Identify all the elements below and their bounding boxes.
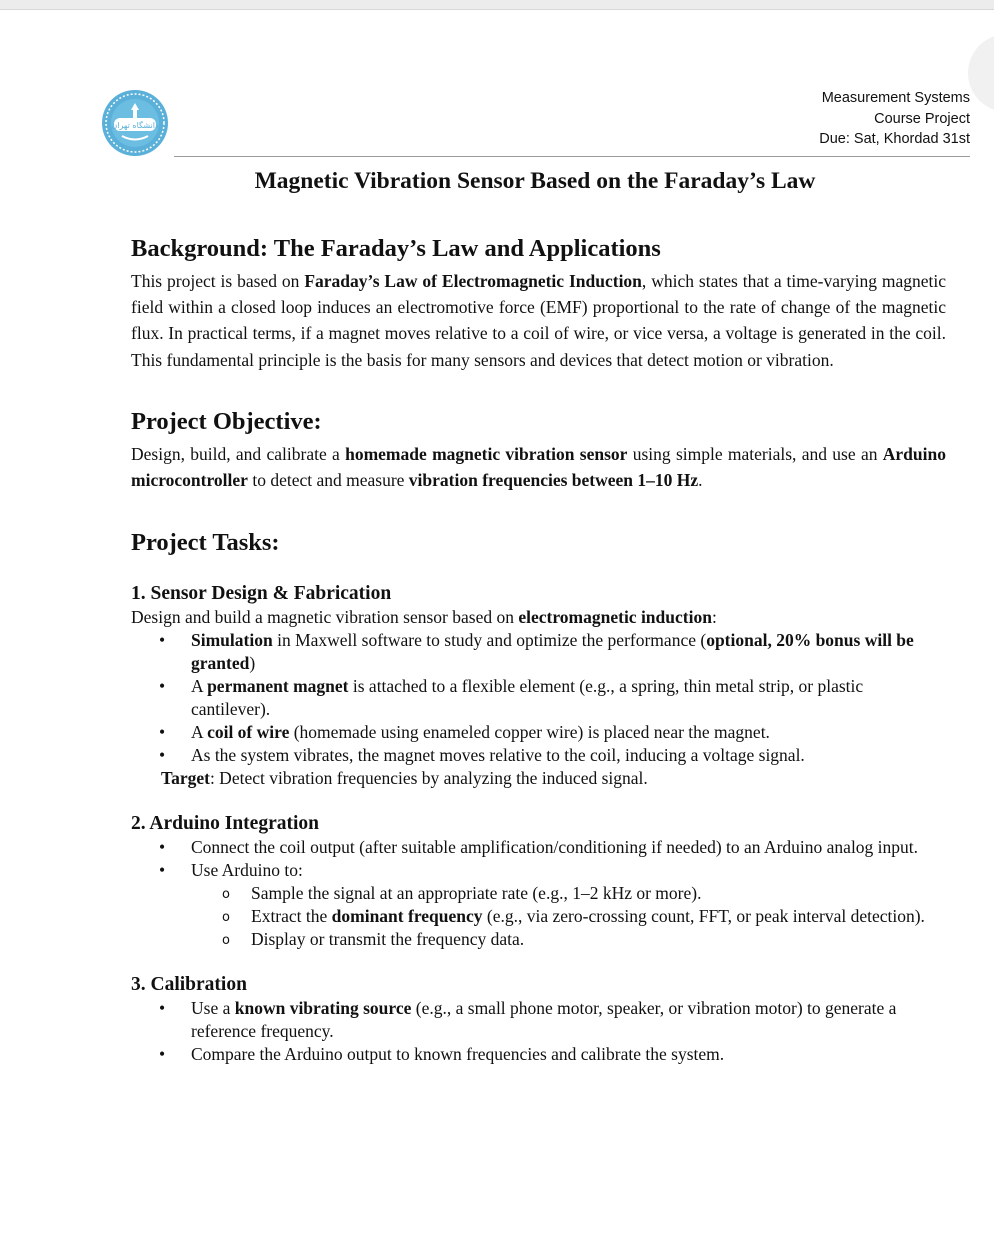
page-corner-shadow bbox=[968, 34, 994, 112]
list-item: • Use Arduino to: o Sample the signal at an appropriate rate (e.g., 1–2 kHz or more). o Extract the dominant frequency (e.g., via zero-crossing count, FFT, or peak interval detection). o Display or transmit the frequency data. bbox=[131, 859, 946, 951]
list-item: • Connect the coil output (after suitable amplification/conditioning if needed) to an Arduino analog input. bbox=[159, 837, 919, 858]
document-body bbox=[131, 232, 946, 1066]
background-paragraph: This project is based on Faraday’s Law of Electromagnetic Induction, which states that a time-varying magnetic field within a closed loop induces an electromotive force (EMF) proportional to the rate of change of the magnetic flux. In practical terms, if a magnet moves relative to a coil of wire, or vice versa, a voltage is generated in the coil. This fundamental principle is the basis for many sensors and devices that detect motion or vibration. bbox=[131, 271, 947, 370]
sensor-target: Target: Detect vibration frequencies by analyzing the induced signal. bbox=[161, 768, 648, 789]
list-item: • Compare the Arduino output to known frequencies and calibrate the system. bbox=[159, 1044, 725, 1065]
due-date: Due: Sat, Khordad 31st bbox=[819, 131, 970, 147]
objective-heading: Project Objective: bbox=[131, 407, 322, 435]
course-name: Measurement Systems bbox=[821, 90, 970, 106]
list-item: • A coil of wire (homemade using enameled copper wire) is placed near the magnet. bbox=[159, 722, 770, 743]
sensor-list bbox=[131, 629, 946, 767]
tasks-heading: Project Tasks: bbox=[131, 529, 280, 557]
background-heading: Background: The Faraday’s Law and Applications bbox=[131, 235, 661, 262]
sensor-heading: 1. Sensor Design & Fabrication bbox=[131, 583, 392, 605]
sensor-lead: Design and build a magnetic vibration sensor based on electromagnetic induction: bbox=[131, 607, 717, 628]
objective-paragraph: Design, build, and calibrate a homemade magnetic vibration sensor using simple materials, and use an Arduino microcontroller to detect and measure vibration frequencies between 1–10 Hz. bbox=[131, 443, 946, 491]
list-item: • As the system vibrates, the magnet moves relative to the coil, inducing a voltage signal. bbox=[159, 745, 805, 766]
header-rule bbox=[174, 156, 970, 157]
list-item: • Simulation in Maxwell software to study and optimize the performance (optional, 20% bonus will be granted) bbox=[159, 630, 914, 674]
list-item: • A permanent magnet is attached to a flexible element (e.g., a spring, thin metal strip, or plastic cantilever). bbox=[159, 676, 864, 720]
sub-list-item: o Display or transmit the frequency data. bbox=[222, 929, 525, 950]
project-type: Course Project bbox=[874, 110, 970, 127]
list-item: • Use a known vibrating source (e.g., a small phone motor, speaker, or vibration motor) to generate a reference frequency. bbox=[159, 998, 897, 1042]
document-title: Magnetic Vibration Sensor Based on the Faraday’s Law bbox=[254, 168, 816, 194]
university-seal-icon bbox=[100, 88, 170, 158]
sub-list-item: o Sample the signal at an appropriate rate (e.g., 1–2 kHz or more). bbox=[222, 883, 702, 904]
seal-text: دانشگاه تهران bbox=[111, 121, 159, 130]
calibration-heading: 3. Calibration bbox=[131, 974, 247, 996]
arduino-list bbox=[131, 836, 946, 951]
top-edge bbox=[0, 0, 994, 10]
sub-list-item: o Extract the dominant frequency (e.g., via zero-crossing count, FFT, or peak interval detection). bbox=[222, 906, 925, 927]
course-header bbox=[819, 88, 970, 150]
arduino-sublist bbox=[191, 882, 946, 951]
calibration-list bbox=[131, 997, 946, 1066]
arduino-heading: 2. Arduino Integration bbox=[131, 813, 319, 835]
